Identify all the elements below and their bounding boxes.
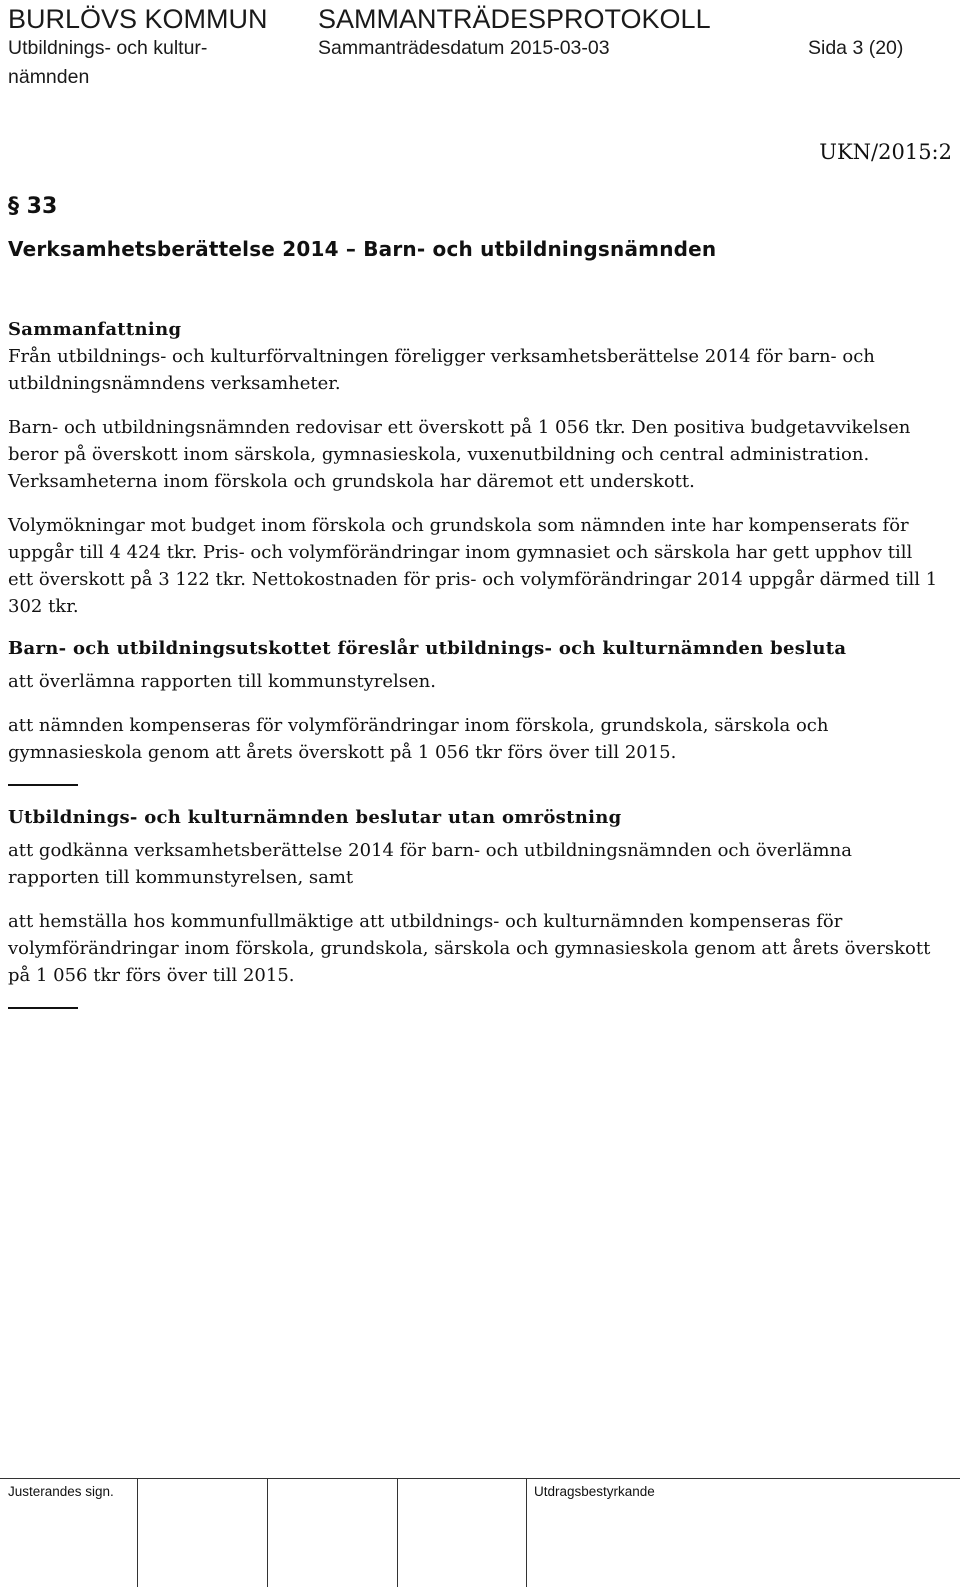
certified-label: Utdragsbestyrkande — [534, 1484, 655, 1499]
footer-divider — [0, 1478, 960, 1479]
proposal-heading: Barn- och utbildningsutskottet föreslår utbildnings- och kulturnämnden besluta — [8, 638, 847, 659]
separator-line — [8, 770, 78, 786]
proposal-paragraph-2: att nämnden kompenseras för volymförändringar inom förskola, grundskola, särskola och gymnasieskola genom att årets överskott på 1 056 tkr förs över till 2015. — [8, 715, 829, 763]
signature-box-divider — [267, 1479, 268, 1587]
signature-label: Justerandes sign. — [8, 1484, 114, 1499]
proposal-paragraph-1: att överlämna rapporten till kommunstyrelsen. — [8, 671, 436, 692]
decision-paragraph-1: att godkänna verksamhetsberättelse 2014 för barn- och utbildningsnämnden och överlämna rapporten till kommunstyrelsen, samt — [8, 840, 852, 888]
summary-heading: Sammanfattning — [8, 319, 182, 340]
meeting-date: Sammanträdesdatum 2015-03-03 — [318, 37, 610, 59]
signature-box-divider — [397, 1479, 398, 1587]
document-body — [8, 316, 938, 1009]
separator-line — [8, 993, 78, 1009]
organization-name: BURLÖVS KOMMUN — [8, 4, 268, 34]
committee-name-line1: Utbildnings- och kultur- — [8, 37, 208, 59]
section-title: Verksamhetsberättelse 2014 – Barn- och utbildningsnämnden — [8, 237, 717, 261]
case-reference: UKN/2015:2 — [819, 140, 952, 164]
summary-paragraph-1: Från utbildnings- och kulturförvaltningen föreligger verksamhetsberättelse 2014 för barn- och utbildningsnämndens verksamheter. — [8, 346, 875, 394]
signature-box-divider — [137, 1479, 138, 1587]
decision-paragraph-2: att hemställa hos kommunfullmäktige att utbildnings- och kulturnämnden kompenseras för volymförändringar inom förskola, grundskola, särskola och gymnasieskola genom att årets överskott på 1 056 tkr förs över till 2015. — [8, 911, 931, 986]
decision-heading: Utbildnings- och kulturnämnden beslutar utan omröstning — [8, 807, 622, 828]
signature-box-divider — [526, 1479, 527, 1587]
summary-paragraph-3: Volymökningar mot budget inom förskola och grundskola som nämnden inte har kompenserats för uppgår till 4 424 tkr. Pris- och volymförändringar inom gymnasiet och särskola har gett upphov till ett överskott på 3 122 tkr. Nettokostnaden för pris- och volymförändringar 2014 uppgår därmed till 1 302 tkr. — [8, 515, 938, 617]
summary-paragraph-2: Barn- och utbildningsnämnden redovisar ett överskott på 1 056 tkr. Den positiva budgetavvikelsen beror på överskott inom särskola, gymnasieskola, vuxenutbildning och central administration. Verksamheterna inom förskola och grundskola har däremot ett underskott. — [8, 417, 911, 492]
page-number: Sida 3 (20) — [808, 37, 904, 59]
committee-name-line2: nämnden — [8, 66, 90, 88]
section-number: § 33 — [8, 194, 58, 219]
document-type: SAMMANTRÄDESPROTOKOLL — [318, 4, 711, 34]
